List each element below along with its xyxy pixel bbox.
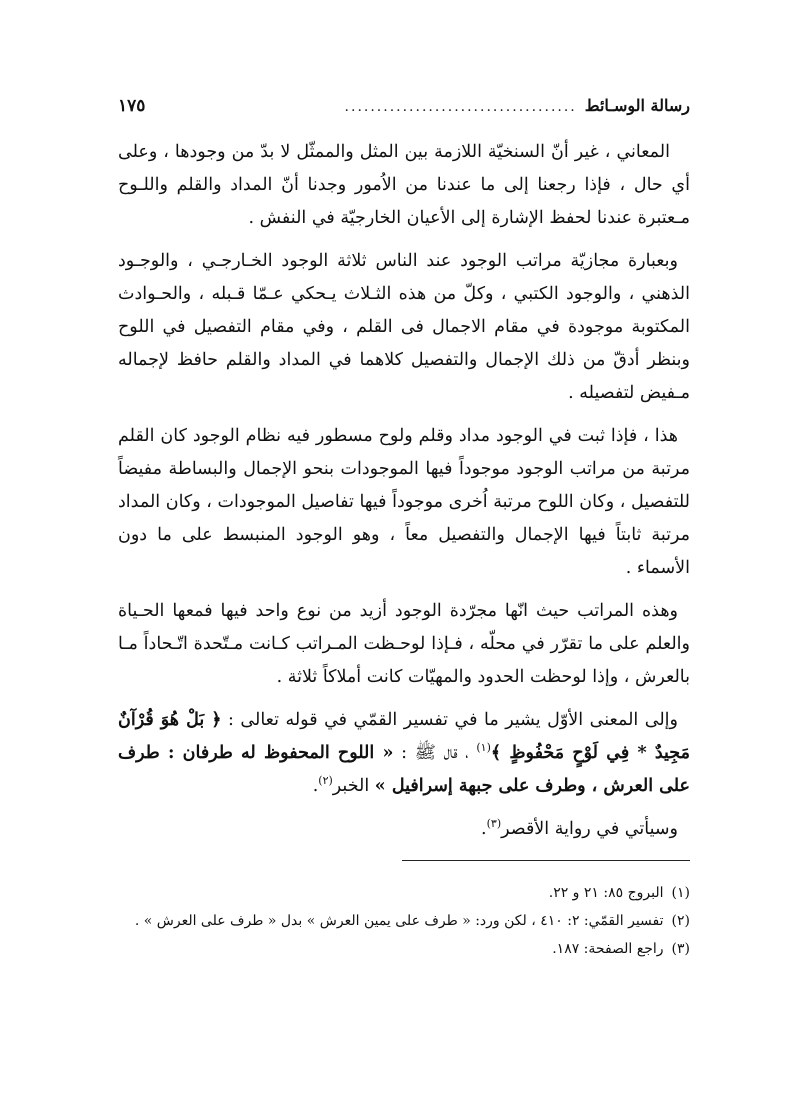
footnote-item: [118, 907, 690, 935]
paragraph-5-end: الخبر: [332, 776, 370, 796]
paragraph-6: [118, 813, 690, 846]
main-text: [118, 136, 690, 846]
book-page: [118, 96, 690, 963]
footnote-number: (٣): [671, 941, 690, 957]
paragraph-5-period: .: [312, 776, 319, 796]
quran-verse: ﴿ بَلْ هُوَ قُرْآنٌ مَجِيدٌ * فِي لَوْحٍ مَحْفُوظٍ ﴾: [118, 710, 690, 763]
header-leader-dots: ....................................: [344, 99, 577, 115]
footnote-ref-3: (٣): [486, 817, 502, 831]
footnote-text: البروج ٨٥: ٢١ و ٢٢.: [548, 885, 664, 901]
paragraph-1: المعاني ، غير أنّ السنخيّة اللازمة بين المثل والممثّل لا بدّ من وجودها ، وعلى أي حال ، فإذا رجعنا إلى ما عندنا من الاُمور وجدنا أنّ المداد والقلم واللـوح مـعتبرة عندنا لحفظ الإشارة إلى الأعيان الخارجيّة في النفش .: [118, 142, 690, 228]
paragraph-2: وبعبارة مجازيّة مراتب الوجود عند الناس ثلاثة الوجود الخـارجـي ، والوجـود الذهني ، والوجود الكتبي ، وكلّ من هذه الثـلاث يـحكي عـمّا قـبله ، والحـوادث المكتوبة موجودة في مقام الاجمال فى القلم ، وفي مقام التفصيل في اللوح وبنظر أدقّ من ذلك الإجمال والتفصيل كلاهما في المداد والقلم حافظ لإجماله مـفيض لتفصيله .: [118, 251, 690, 403]
footnotes: [118, 879, 690, 963]
footnote-text: تفسير القمّي: ٢: ٤١٠ ، لكن ورد: « طرف على يمين العرش » بدل « طرف على العرش » .: [134, 913, 664, 929]
hadith-quote: « اللوح المحفوظ له طرفان : طرف على العرش ، وطرف على جبهة إسرافيل »: [118, 743, 690, 796]
footnote-number: (١): [671, 885, 690, 901]
paragraph-5-mid: ، قال ﷺ :: [401, 743, 469, 763]
footnote-text: راجع الصفحة: ١٨٧.: [552, 941, 664, 957]
footnote-item: [118, 935, 690, 963]
header-title: رسالة الوسـائط: [584, 96, 690, 115]
paragraph-5: [118, 704, 690, 803]
paragraph-6-period: .: [481, 819, 487, 839]
footnote-number: (٢): [671, 913, 690, 929]
paragraph-5-intro: وإلى المعنى الأوّل يشير ما في تفسير القمّي في قوله تعالى :: [228, 710, 678, 730]
footnote-ref-2: (٢): [318, 774, 333, 788]
footnote-ref-1: (١): [476, 741, 491, 755]
page-number: ١٧٥: [118, 96, 146, 116]
footnote-divider: [402, 860, 690, 861]
paragraph-3: هذا ، فإذا ثبت في الوجود مداد وقلم ولوح مسطور فيه نظام الوجود كان القلم مرتبة من مراتب الوجود موجوداً فيها الموجودات بنحو الإجمال والبساطة مفيضاً للتفصيل ، وكان اللوح مرتبة اُخرى موجوداً فيها تفاصيل الموجودات ، وكان المداد مرتبة ثابتاً فيها الإجمال والتفصيل معاً ، وهو الوجود المنبسط على ما دون الأسماء .: [118, 426, 690, 578]
running-header: [118, 96, 690, 136]
footnote-item: [118, 879, 690, 907]
paragraph-6-text: وسيأتي في رواية الأقصر: [501, 819, 678, 839]
paragraph-4: وهذه المراتب حيث انّها مجرّدة الوجود أزيد من نوع واحد فيها فمعها الحـياة والعلم على ما تقرّر في محلّه ، فـإذا لوحـظت المـراتب كـانت مـتّحدة اتّـحاداً مـا بالعرش ، وإذا لوحظت الحدود والمهيّات كانت أملاكاً ثلاثة .: [118, 601, 690, 687]
